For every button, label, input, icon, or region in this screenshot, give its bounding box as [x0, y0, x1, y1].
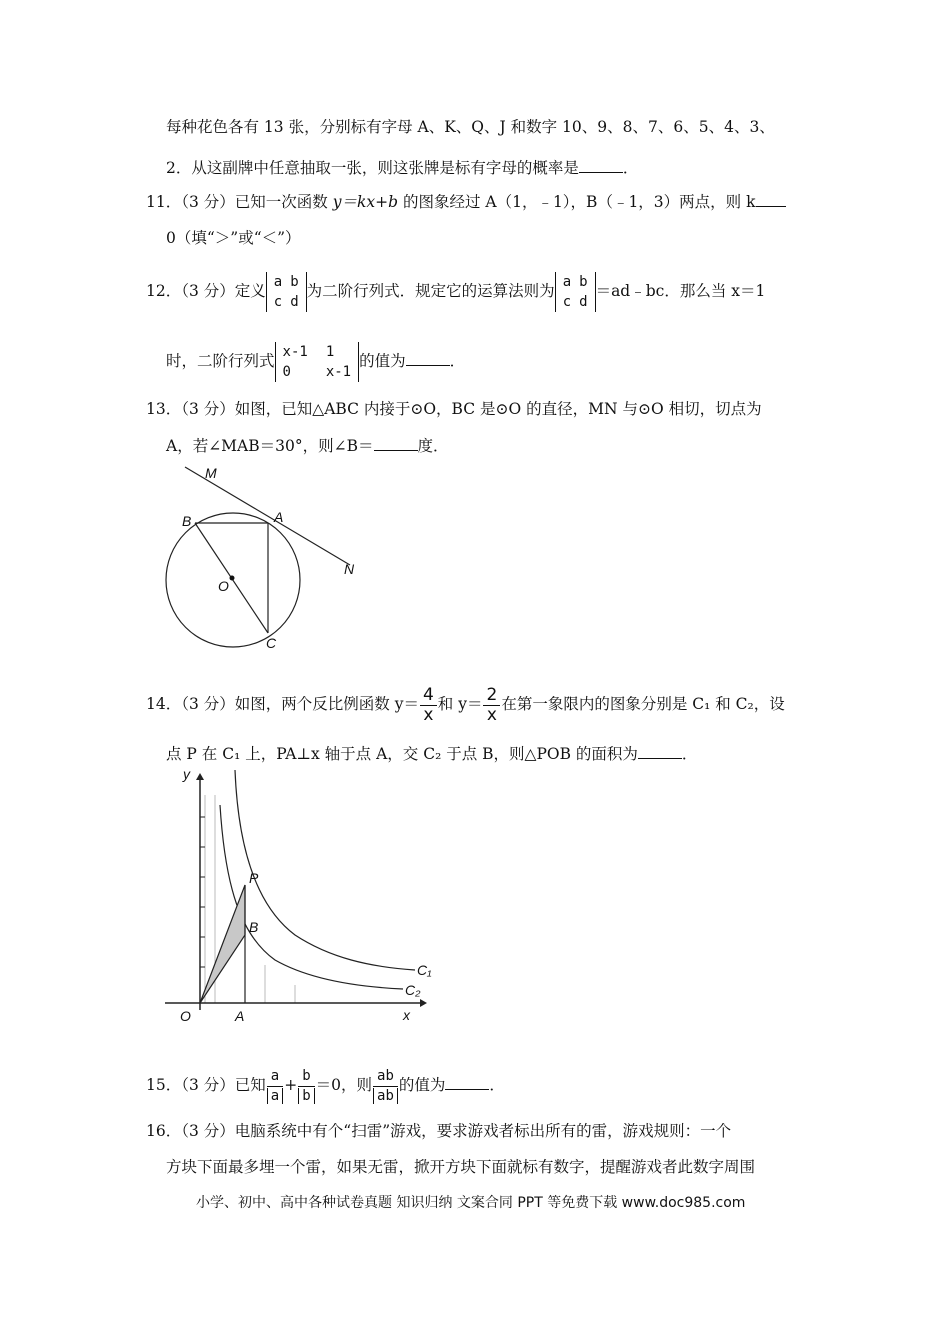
plus-sign: +: [284, 1076, 298, 1094]
question-15-text-b: ＝0，则: [315, 1076, 373, 1094]
question-13-number: 13．: [146, 400, 182, 418]
question-12-text-c: ＝ad﹣bc．那么当 x＝1: [595, 282, 766, 300]
center-dot: [230, 576, 235, 581]
det-cell: c: [562, 294, 572, 310]
question-13-line-2: [166, 436, 449, 456]
label-a: A: [235, 1008, 245, 1024]
question-14-text-b: 和 y＝: [437, 695, 483, 713]
determinant-x: [275, 342, 360, 382]
question-16-score: （3 分）: [181, 1122, 235, 1140]
question-16: [146, 1121, 731, 1141]
label-m: M: [205, 465, 217, 481]
det-cell: a: [273, 274, 283, 290]
question-16-line-2: 方块下面最多埋一个雷，如果无雷，掀开方块下面就标有数字，提醒游戏者此数字周围: [166, 1158, 756, 1176]
determinant-abcd-rule: [555, 272, 596, 312]
label-c1: C₁: [417, 962, 432, 978]
question-14-line-2-text: 点 P 在 C₁ 上，PA⊥x 轴于点 A，交 C₂ 于点 B，则△POB 的面积为: [166, 745, 638, 763]
question-14-text-a: 如图，两个反比例函数 y＝: [234, 695, 419, 713]
label-a: A: [274, 509, 284, 525]
det-cell: d: [579, 294, 588, 310]
question-11-number: 11．: [146, 193, 182, 211]
question-12: [146, 271, 765, 312]
question-11-score: （3 分）: [181, 193, 235, 211]
question-14-score: （3 分）: [181, 695, 235, 713]
label-o: O: [218, 578, 229, 594]
page-footer: 小学、初中、高中各种试卷真题 知识归纳 文案合同 PPT 等免费下载 www.doc985.com: [196, 1195, 746, 1211]
fraction-numerator: b: [298, 1067, 314, 1087]
text-line-2: 2．从这副牌中任意抽取一张，则这张牌是标有字母的概率是 ．: [166, 159, 639, 177]
question-13-text: 如图，已知△ABC 内接于⊙O，BC 是⊙O 的直径，MN 与⊙O 相切，切点为: [234, 400, 762, 418]
answer-blank-15: [445, 1075, 489, 1090]
answer-blank-11: [756, 192, 786, 207]
x-axis-arrow: [420, 999, 427, 1007]
fraction-2-over-x: [483, 686, 500, 725]
det-cell: b: [290, 274, 299, 290]
curve-c2: [220, 805, 403, 989]
fraction-numerator: ab: [373, 1067, 398, 1087]
question-13-line-2-a: A，若∠MAB＝30°，则∠B＝: [166, 437, 374, 455]
label-c: C: [266, 635, 277, 651]
label-n: N: [344, 561, 355, 577]
inverse-proportion-graph: [165, 765, 435, 1030]
fraction-denominator: [267, 1087, 283, 1106]
question-16-number: 16．: [146, 1122, 182, 1140]
question-14: [146, 682, 785, 726]
answer-blank-12: [406, 351, 450, 366]
label-x: x: [403, 1007, 410, 1023]
answer-blank-10: [579, 158, 623, 173]
fraction-denominator: x: [486, 704, 497, 725]
det-cell: a: [562, 274, 572, 290]
question-15: 15．（3 分）已知 $\frac{a}{a}$ + $\frac{b}{b}$ ＝0，则 $\frac{ab}{ab}$ 的值为 ．: [146, 1067, 505, 1104]
determinant-abcd: [266, 272, 307, 312]
text-line-1: 每种花色各有 13 张，分别标有字母 A、K、Q、J 和数字 10、9、8、7、6、5、4、3、: [166, 118, 775, 136]
question-12-line-2-b: 的值为: [359, 352, 406, 370]
question-12-line-2-a: 时，二阶行列式: [166, 352, 275, 370]
question-14-line-2: 点 P 在 C₁ 上，PA⊥x 轴于点 A，交 C₂ 于点 B，则△POB 的面积为 ．: [166, 745, 698, 763]
question-13-score: （3 分）: [181, 400, 235, 418]
label-y: y: [183, 766, 190, 782]
fraction-denominator: x: [423, 704, 434, 725]
question-14-text-c: 在第一象限内的图象分别是 C₁ 和 C₂，设: [501, 695, 785, 713]
label-p: P: [249, 870, 259, 886]
question-13: [146, 399, 762, 419]
question-12-text-a: 定义: [234, 282, 266, 300]
fraction-ab-over-abs-ab: [373, 1067, 398, 1106]
det-cell: c: [273, 294, 283, 310]
question-15-score: （3 分）: [181, 1076, 235, 1094]
det-cell: 0: [282, 364, 291, 380]
fraction-a-over-abs-a: [267, 1067, 283, 1106]
det-cell: 1: [325, 344, 335, 360]
label-o: O: [180, 1008, 191, 1024]
answer-blank-14: [638, 744, 682, 759]
fraction-4-over-x: [420, 686, 437, 725]
curve-c1: [235, 770, 415, 970]
question-15-text-c: 的值为: [398, 1076, 446, 1094]
question-11-text-a: 已知一次函数: [234, 193, 333, 211]
question-14-number: 14．: [146, 695, 182, 713]
label-b: B: [249, 919, 259, 935]
abs-value: a: [267, 1088, 283, 1104]
det-cell: x-1: [325, 364, 352, 380]
question-15-number: 15．: [146, 1076, 182, 1094]
question-12-score: （3 分）: [181, 282, 235, 300]
fraction-b-over-abs-b: [298, 1067, 314, 1106]
fraction-denominator: [373, 1087, 398, 1106]
question-11: [146, 192, 786, 212]
det-cell: d: [290, 294, 299, 310]
label-b: B: [182, 513, 192, 529]
triangle-pob: [200, 885, 245, 1003]
y-axis-arrow: [196, 773, 204, 780]
fraction-numerator: 2: [483, 686, 500, 706]
question-11-equation: y＝kx+b: [332, 193, 399, 211]
question-11-text-b: 的图象经过 A（1，﹣1），B（﹣1，3）两点，则 k: [398, 193, 756, 211]
question-12-number: 12．: [146, 282, 182, 300]
text-line-2-body: 2．从这副牌中任意抽取一张，则这张牌是标有字母的概率是: [166, 159, 579, 177]
question-16-text: 电脑系统中有个“扫雷”游戏，要求游戏者标出所有的雷，游戏规则：一个: [234, 1122, 732, 1140]
det-cell: x-1: [282, 344, 308, 360]
abs-value: b: [298, 1088, 314, 1104]
circle-figure: [160, 460, 380, 660]
det-cell: b: [579, 274, 588, 290]
question-12-line-2: 时，二阶行列式 x-1 1 0 x-1 的值为 ．: [166, 344, 466, 380]
question-15-text-a: 已知: [234, 1076, 266, 1094]
answer-blank-13: [374, 436, 418, 451]
question-11-line-2: 0（填“＞”或“＜”）: [166, 229, 301, 247]
question-13-line-2-b: 度．: [417, 437, 449, 455]
fraction-denominator: [298, 1087, 314, 1106]
fraction-numerator: 4: [420, 686, 437, 706]
fraction-numerator: a: [267, 1067, 283, 1087]
abs-value: ab: [373, 1088, 398, 1104]
question-12-text-b: 为二阶行列式．规定它的运算法则为: [306, 282, 555, 300]
label-c2: C₂: [405, 982, 421, 998]
